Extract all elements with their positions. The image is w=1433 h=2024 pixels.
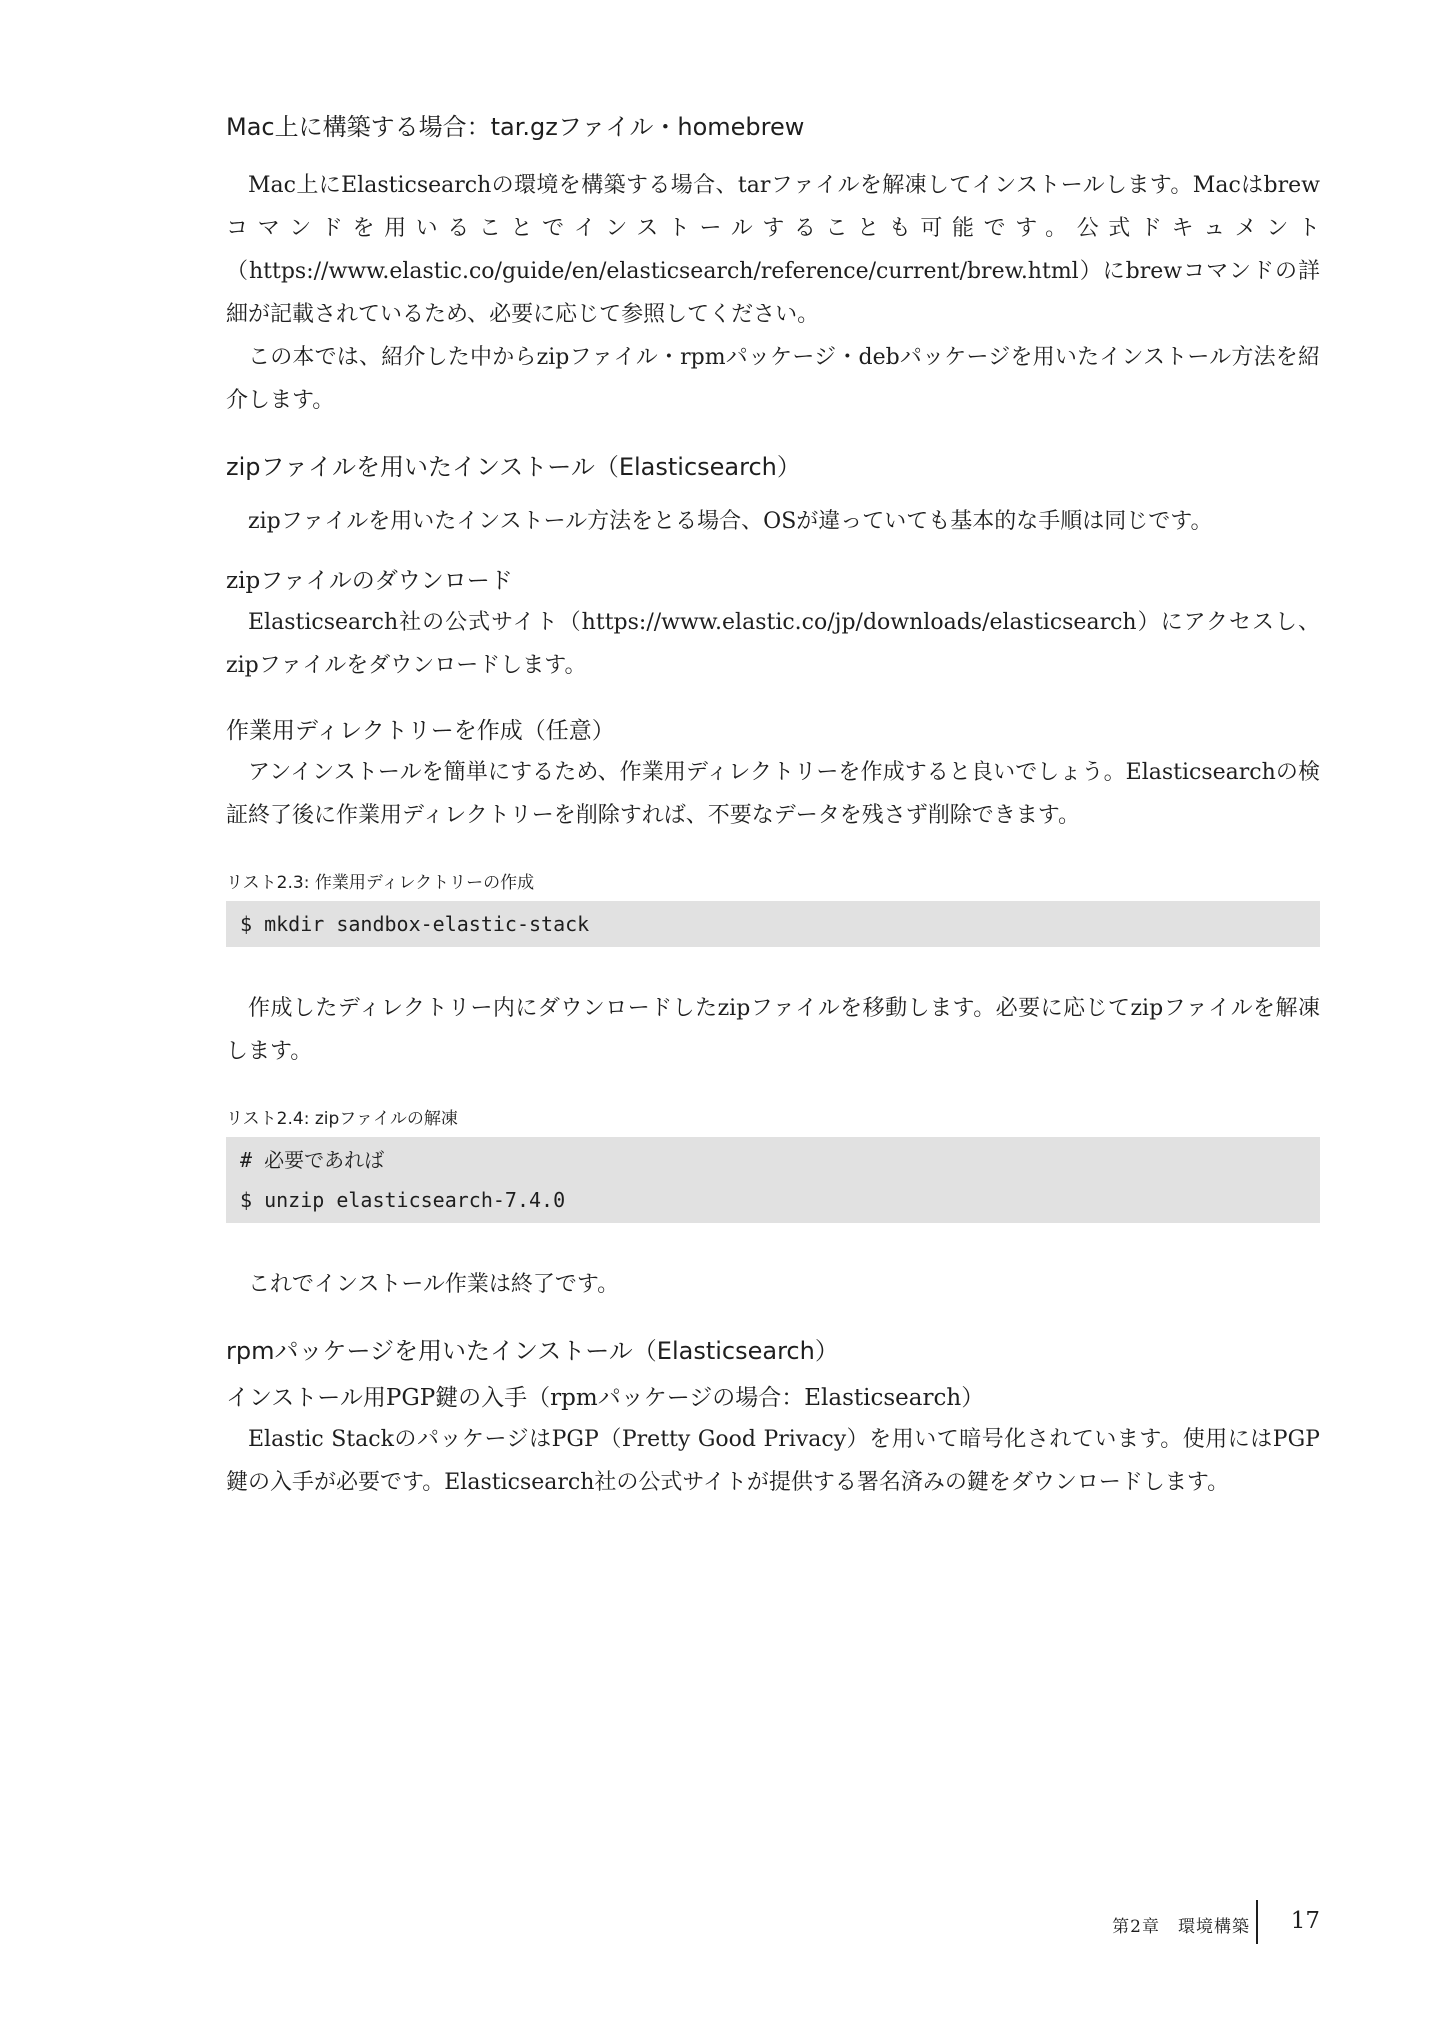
section-heading-rpm: rpmパッケージを用いたインストール（Elasticsearch） [226, 1337, 839, 1365]
paragraph-mac-2: この本では、紹介した中からzipファイル・rpmパッケージ・debパッケージを用いたインストール方法を紹介します。 [226, 345, 1320, 413]
subheading-zip-download: zipファイルのダウンロード [226, 568, 513, 594]
paragraph-zip-download: Elasticsearch社の公式サイト（https://www.elastic.co/jp/downloads/elasticsearch）にアクセスし、zipファイルをダウンロードします。 [226, 610, 1320, 678]
footer-divider [1256, 1900, 1258, 1944]
section-heading-zip: zipファイルを用いたインストール（Elasticsearch） [226, 453, 801, 481]
page-content [226, 110, 1320, 1504]
code-caption-list-2-3: リスト2.3: 作業用ディレクトリーの作成 [226, 873, 535, 893]
paragraph-pgp: Elastic StackのパッケージはPGP（Pretty Good Privacy）を用いて暗号化されています。使用にはPGP鍵の入手が必要です。Elasticsearch社の公式サイトが提供する署名済みの鍵をダウンロードします。 [226, 1427, 1320, 1495]
code-caption-list-2-4: リスト2.4: zipファイルの解凍 [226, 1109, 458, 1129]
paragraph-workdir: アンインストールを簡単にするため、作業用ディレクトリーを作成すると良いでしょう。Elasticsearchの検証終了後に作業用ディレクトリーを削除すれば、不要なデータを残さず削除できます。 [226, 760, 1320, 828]
paragraph-mac-1: Mac上にElasticsearchの環境を構築する場合、tarファイルを解凍してインストールします。Macはbrewコマンドを用いることでインストールすることも可能です。公式ドキュメント（https://www.elastic.co/guide/en/elasticsearch/reference/current/brew.html）にbrewコマンドの詳細が記載されているため、必要に応じて参照してください。 [226, 173, 1320, 327]
subheading-pgp: インストール用PGP鍵の入手（rpmパッケージの場合：Elasticsearch） [226, 1385, 985, 1411]
code-line: $ mkdir sandbox-elastic-stack [240, 912, 590, 936]
code-line: $ unzip elasticsearch-7.4.0 [240, 1188, 566, 1212]
code-block-list-2-4 [226, 1137, 1320, 1223]
paragraph-move-zip: 作成したディレクトリー内にダウンロードしたzipファイルを移動します。必要に応じてzipファイルを解凍します。 [226, 996, 1320, 1064]
subheading-workdir: 作業用ディレクトリーを作成（任意） [226, 718, 615, 744]
code-block-list-2-3 [226, 901, 1320, 947]
section-heading-mac: Mac上に構築する場合：tar.gzファイル・homebrew [226, 113, 805, 141]
footer-chapter-title: 第2章 環境構築 [1112, 1917, 1250, 1937]
paragraph-zip-1: zipファイルを用いたインストール方法をとる場合、OSが違っていても基本的な手順は同じです。 [248, 509, 1213, 534]
code-line: # 必要であれば [240, 1148, 385, 1172]
paragraph-install-done: これでインストール作業は終了です。 [248, 1272, 620, 1297]
page-number: 17 [1290, 1908, 1320, 1934]
page-footer [1090, 1900, 1320, 1950]
